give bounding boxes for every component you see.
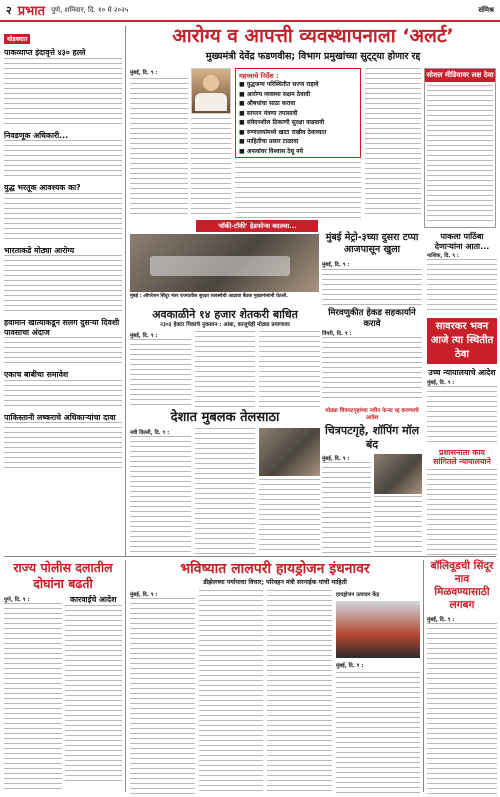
text-block bbox=[4, 193, 122, 243]
column-divider bbox=[423, 560, 424, 792]
text-block bbox=[195, 331, 256, 407]
brief-item bbox=[4, 370, 122, 410]
photo-banner: 'वॉकी-टॉकी' हेडफोन्स बदलवा... bbox=[196, 220, 318, 232]
side-story-2-dateline: मुंबई, दि. ९ : bbox=[427, 379, 455, 386]
text-block bbox=[130, 78, 188, 214]
farmers-dateline: मुंबई, दि. ९ : bbox=[130, 333, 158, 339]
text-block bbox=[4, 380, 122, 410]
highlights-box bbox=[235, 68, 361, 158]
metro-body bbox=[322, 260, 422, 308]
highlight-item: ■ औषधांचा साठा करावा bbox=[239, 100, 296, 107]
hydrogen-dateline: मुंबई, दि. ९ : bbox=[130, 592, 158, 598]
highlight-item: ■ आरोग्य व्यवस्था सक्षम ठेवावी bbox=[239, 90, 311, 98]
text-block bbox=[130, 339, 191, 407]
brief-item bbox=[4, 246, 122, 316]
brief-title: एकाच बाबीचा समावेश bbox=[4, 370, 69, 379]
column-divider bbox=[125, 560, 126, 792]
text-block bbox=[195, 428, 256, 554]
mirrors-dateline: पिंपरी, दि. ९ : bbox=[322, 331, 352, 337]
lead-body-col-4 bbox=[365, 68, 421, 218]
portrait-head bbox=[203, 75, 219, 91]
brief-item bbox=[4, 413, 122, 473]
brief-item bbox=[4, 183, 122, 243]
portrait-shirt bbox=[195, 93, 227, 111]
section-tag: थोडक्यात bbox=[4, 34, 30, 44]
photo-table bbox=[150, 256, 290, 276]
metro-headline: मुंबई मेट्रो-३च्या दुसरा टप्पा आजपासून खुला bbox=[325, 232, 419, 255]
lead-headline: आरोग्य व आपत्ती व्यवस्थापनाला ‘अलर्ट’ bbox=[172, 25, 454, 47]
brief-list bbox=[4, 48, 122, 472]
highlight-item: ■ अफवांवर विश्वास ठेवू नये bbox=[239, 147, 303, 155]
brief-title: पाकिस्तानी लष्कराचे अधिकाऱ्यांचा दावा bbox=[4, 412, 116, 422]
chitrapat-dateline: मुंबई, दि. ९ : bbox=[322, 456, 350, 462]
text-block bbox=[259, 479, 320, 553]
mirrors-story bbox=[322, 308, 422, 404]
farmers-headline: अवकाळीने १४ हजार शेतकरी बाधित bbox=[152, 308, 298, 321]
bollywood-headline: बॉलिवूडची सिंदूर नाव मिळवण्यासाठी लगबग bbox=[430, 560, 494, 611]
photo-caption: मुंबई : ऑपरेशन सिंदूर नंतर राज्यातील सुरक्षा व्यवस्थेची आढावा बैठक मुख्यमंत्र्यांनी घेतली. bbox=[130, 294, 288, 299]
state-dateline: पुणे, दि. ९ : bbox=[4, 597, 30, 603]
hydrogen-headline: भविष्यात लालपरी हायड्रोजन इंधनावर bbox=[180, 561, 370, 577]
section-label: संमिश्र bbox=[478, 5, 494, 14]
brief-item bbox=[4, 48, 122, 128]
text-block bbox=[130, 436, 191, 554]
side-story-2 bbox=[427, 368, 497, 554]
text-block bbox=[374, 496, 423, 554]
brief-item bbox=[4, 131, 122, 181]
bollywood-dateline: मुंबई, दि. ९ : bbox=[427, 617, 455, 623]
text-block bbox=[267, 590, 332, 794]
mirrors-headline: मिरवणुकीत हेकड सहकार्याने करावे bbox=[328, 308, 416, 329]
text-block bbox=[130, 598, 195, 794]
text-block bbox=[235, 162, 361, 218]
brief-title: युद्ध भरतूक आवश्यक का? bbox=[4, 183, 81, 192]
highlight-item: ■ युद्धजन्य परिस्थितीत सज्ज राहावे bbox=[239, 81, 319, 88]
hydrogen-subhead: डीझेलच्या पर्यायाचा विचार; परिवहन मंत्री सरनाईक यांची माहिती bbox=[203, 579, 347, 586]
side-story-2-sub: प्रशासनाला काय सांगितले न्यायालयाने bbox=[433, 447, 491, 466]
brief-item bbox=[4, 318, 122, 367]
highlight-item: ■ रुग्णालयांमध्ये खाटा राखीव ठेवाव्यात bbox=[239, 128, 327, 136]
brief-title: निवडणूक अधिकारी... bbox=[4, 130, 69, 140]
chitrapat-headline: चित्रपटगृहे, शॉपिंग मॉल बंद bbox=[324, 424, 420, 451]
highlights-list bbox=[239, 80, 357, 156]
highlight-item: ■ माहितीचा प्रसार टाळावा bbox=[239, 138, 299, 145]
chitrapat-body bbox=[322, 454, 422, 554]
lead-body-col-1 bbox=[130, 68, 188, 218]
sidebar-title: सोशल मीडियावर लक्ष ठेवा bbox=[425, 69, 495, 82]
dateline: पुणे, शनिवार, दि. १० मे २०२५ bbox=[51, 5, 129, 14]
newspaper-logo: प्रभात bbox=[17, 4, 46, 19]
state-headline: राज्य पोलीस दलातील दोघांना बढती bbox=[13, 560, 113, 591]
oil-tank-photo bbox=[259, 428, 320, 476]
chitrapat-topline: मोठ्या चित्रपटगृहांच्या नवीन फेऱ्या रद्द करण्याचे आदेश bbox=[325, 408, 419, 421]
text-block bbox=[4, 603, 62, 793]
highlight-item: ■ सायरन यंत्रणा तपासावी bbox=[239, 109, 298, 117]
state-sub: कारवाईचे आदेश bbox=[70, 595, 117, 604]
text-block bbox=[322, 462, 371, 554]
text-block bbox=[191, 118, 231, 218]
text-block bbox=[4, 255, 122, 315]
lead-body-col-3 bbox=[235, 162, 361, 218]
column-divider bbox=[125, 26, 126, 556]
brief-title: पाकव्याप्त इंदावृत्ते ४३० हल्ले bbox=[4, 48, 86, 57]
text-block bbox=[427, 85, 493, 225]
text-block bbox=[336, 672, 420, 794]
hydrogen-body bbox=[130, 590, 420, 794]
text-block bbox=[322, 269, 422, 309]
tele-headline: देशात मुबलक तेलसाठा bbox=[170, 410, 280, 425]
bollywood-story bbox=[427, 560, 497, 794]
cm-photo bbox=[191, 68, 231, 114]
highlight-item: ■ संवेदनशील ठिकाणी सुरक्षा वाढवावी bbox=[239, 119, 325, 126]
text-block bbox=[427, 623, 497, 797]
text-block bbox=[322, 337, 422, 401]
text-block bbox=[427, 469, 497, 559]
side-story-1-dateline: नाशिक, दि. ९ : bbox=[427, 253, 459, 259]
text-block bbox=[259, 331, 320, 407]
social-media-sidebar bbox=[424, 68, 496, 228]
section-divider bbox=[4, 556, 496, 557]
brief-title: हवामान खात्याकडून सलग दुसऱ्या दिवशी पावसाचा अंदाज bbox=[4, 318, 120, 337]
tele-dateline: नवी दिल्ली, दि. ९ : bbox=[130, 430, 170, 436]
lead-dateline: मुंबई, दि. ९ : bbox=[130, 70, 158, 76]
masthead bbox=[0, 0, 500, 22]
side-story-1-headline: पाकला पाठिंबा देणाऱ्यांना आता... bbox=[434, 232, 490, 251]
text-block bbox=[4, 422, 122, 472]
lead-body-col-2 bbox=[191, 118, 231, 218]
text-block bbox=[427, 386, 497, 446]
farmers-subhead: २३०३ हेक्टर पिकांचे नुकसान : आंबा, काजूचेही मोठ्या प्रमाणावर bbox=[160, 322, 290, 328]
tele-body bbox=[130, 428, 320, 554]
text-block bbox=[65, 605, 123, 785]
meeting-photo bbox=[130, 234, 319, 292]
metro-dateline: मुंबई, दि. ९ : bbox=[322, 262, 350, 268]
side-story-2-headline: उच्च न्यायालयाचे आदेश bbox=[428, 368, 496, 377]
lead-subhead: मुख्यमंत्री देवेंद्र फडणवीस; विभाग प्रमुखांच्या सुट्ट्या होणार रद्द bbox=[205, 51, 421, 62]
text-block bbox=[427, 259, 497, 311]
left-column bbox=[4, 26, 122, 554]
text-block bbox=[4, 58, 122, 128]
hydrogen-dateline-2: हायड्रोजन उत्पादन केंद्र bbox=[335, 592, 380, 598]
page-number: २ bbox=[6, 3, 12, 17]
text-block bbox=[199, 590, 264, 794]
side-story-1 bbox=[427, 232, 497, 316]
brief-title: भारताकडे मोठ्या आरोग्य bbox=[4, 245, 75, 255]
text-block bbox=[4, 337, 122, 367]
bus-photo bbox=[336, 601, 420, 658]
savarkar-box: सावरकर भवन आजे त्या स्थितीत ठेवा bbox=[427, 318, 497, 364]
cinema-photo bbox=[374, 454, 423, 494]
highlights-title: महत्त्वाचे निर्देश : bbox=[239, 72, 279, 80]
text-block bbox=[365, 68, 421, 218]
hydrogen-dateline-3: मुंबई, दि. ९ : bbox=[335, 663, 364, 670]
farmers-body bbox=[130, 331, 320, 407]
text-block bbox=[4, 140, 122, 180]
state-story bbox=[4, 560, 122, 794]
